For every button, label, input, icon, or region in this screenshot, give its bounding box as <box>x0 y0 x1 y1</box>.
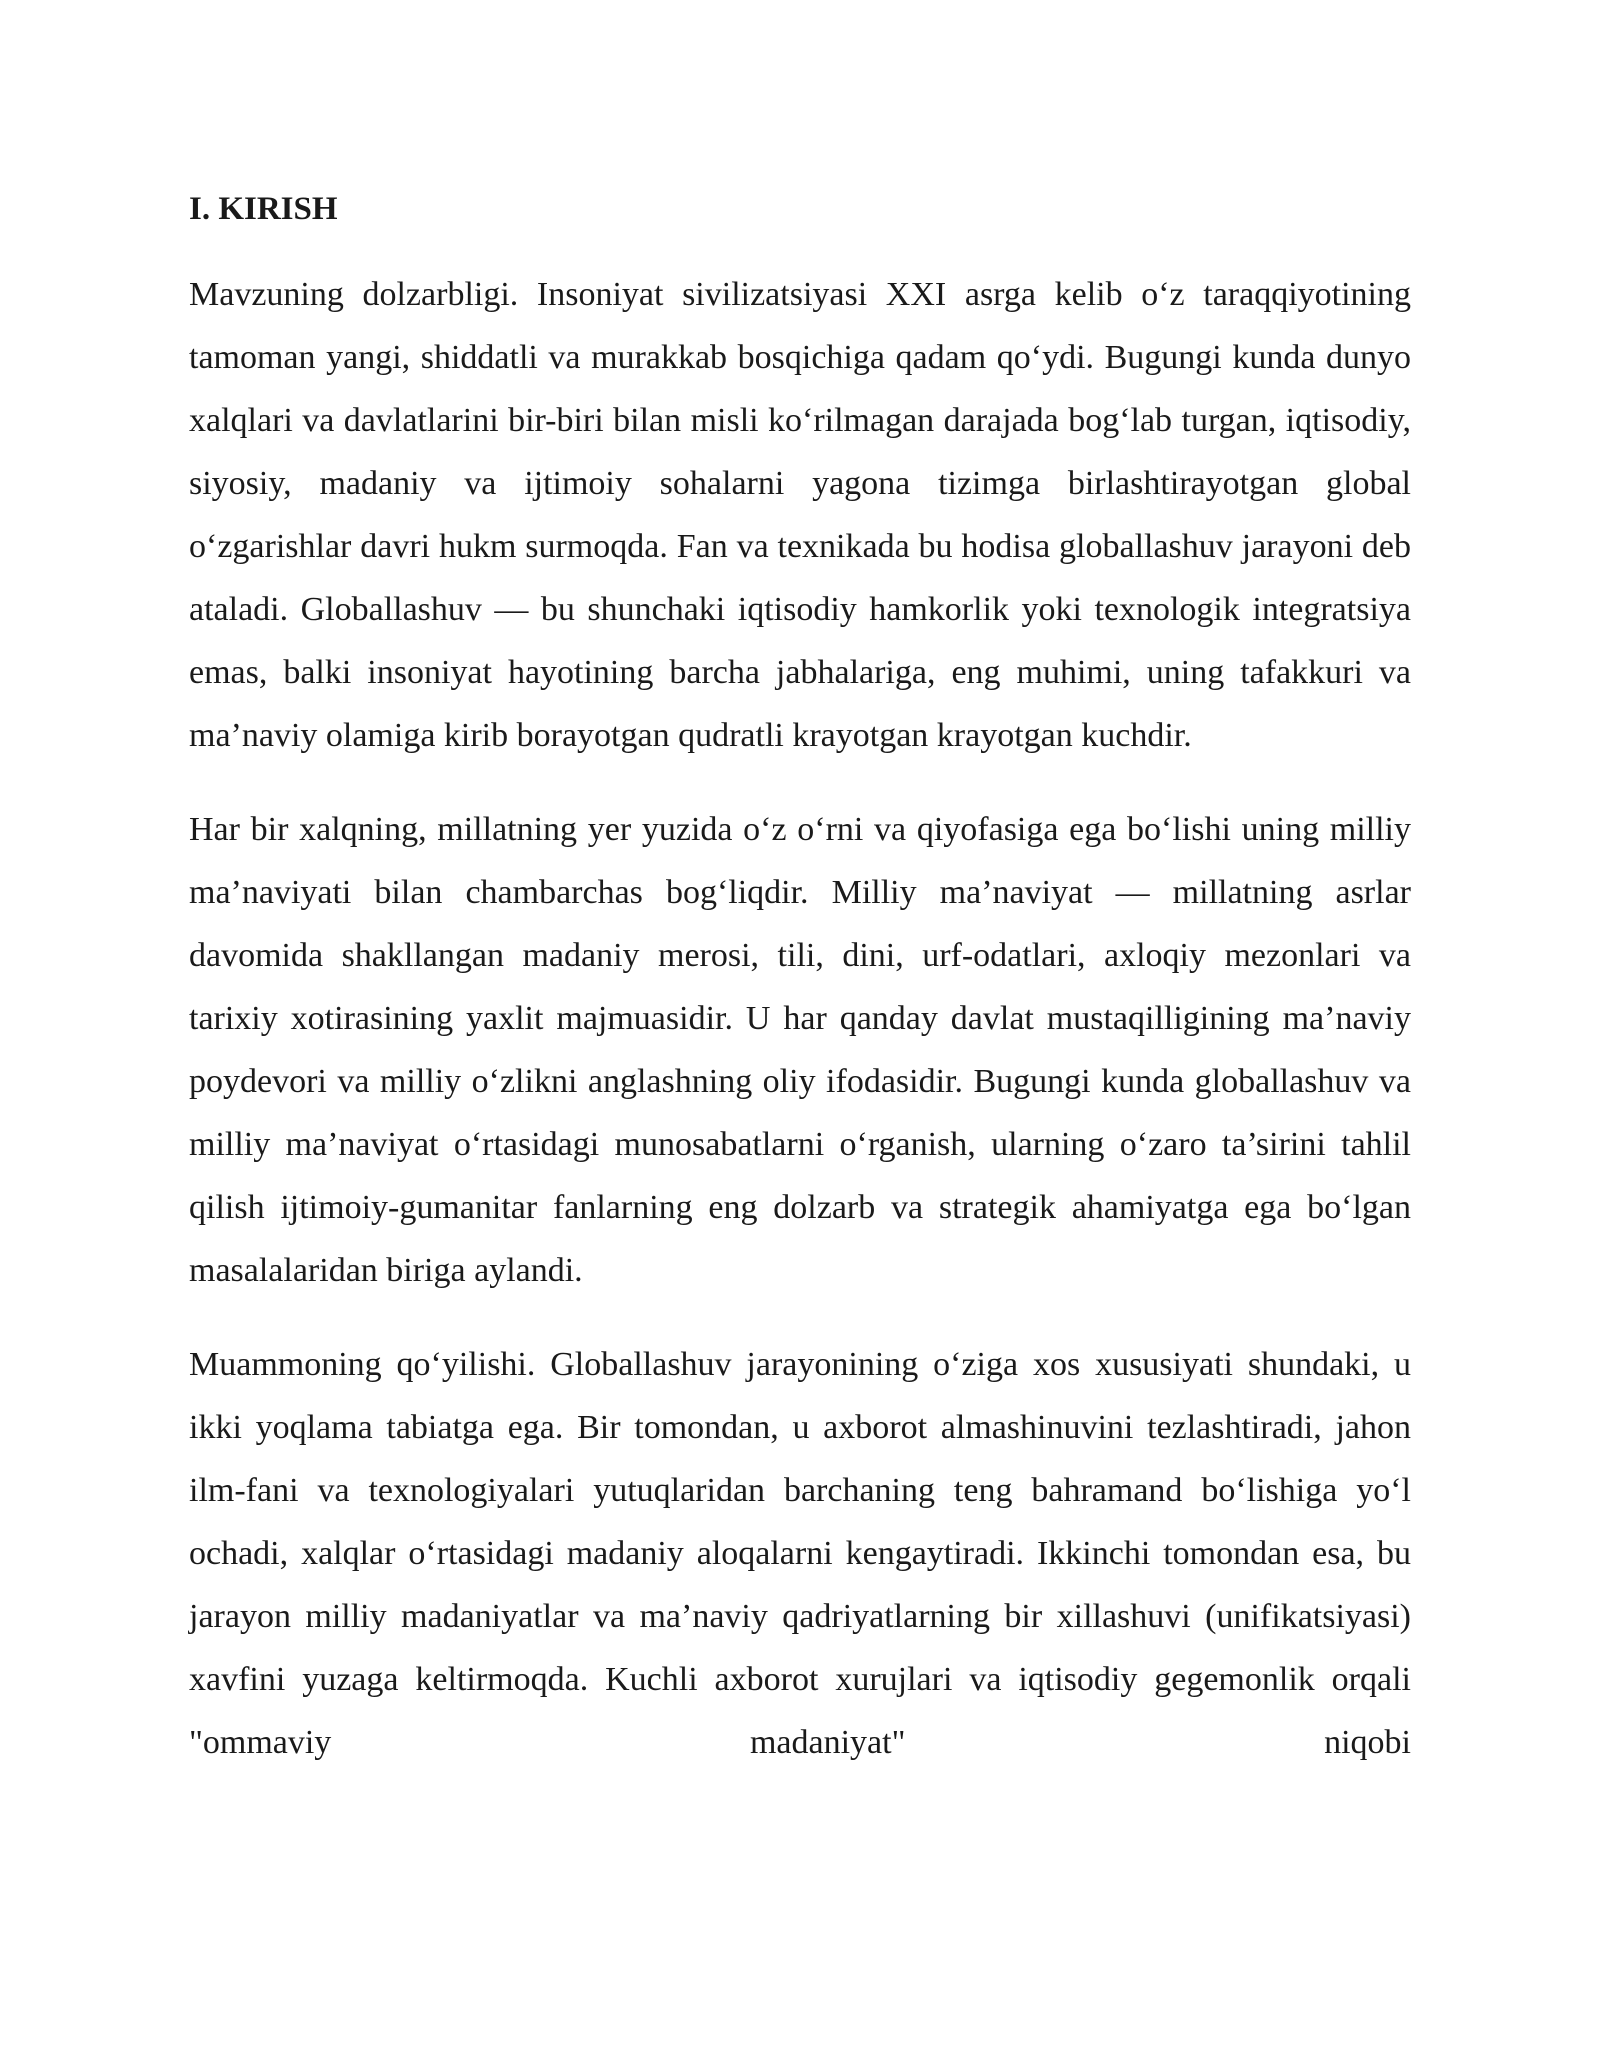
paragraph-relevance: Mavzuning dolzarbligi. Insoniyat sivilizatsiyasi XXI asrga kelib o‘z taraqqiyotining tamoman yangi, shiddatli va murakkab bosqichiga qadam qo‘ydi. Bugungi kunda dunyo xalqlari va davlatlarini bir-biri bilan misli ko‘rilmagan darajada bog‘lab turgan, iqtisodiy, siyosiy, madaniy va ijtimoiy sohalarni yagona tizimga birlashtirayotgan global o‘zgarishlar davri hukm surmoqda. Fan va texnikada bu hodisa globallashuv jarayoni deb ataladi. Globallashuv — bu shunchaki iqtisodiy hamkorlik yoki texnologik integratsiya emas, balki insoniyat hayotining barcha jabhalariga, eng muhimi, uning tafakkuri va ma’naviy olamiga kirib borayotgan qudratli krayotgan krayotgan kuchdir. <box>189 276 1411 754</box>
section-heading: I. KIRISH <box>189 191 338 227</box>
paragraph-national-spirituality: Har bir xalqning, millatning yer yuzida o‘z o‘rni va qiyofasiga ega bo‘lishi uning milliy ma’naviyati bilan chambarchas bog‘liqdir. Milliy ma’naviyat — millatning asrlar davomida shakllangan madaniy merosi, tili, dini, urf-odatlari, axloqiy mezonlari va tarixiy xotirasining yaxlit majmuasidir. U har qanday davlat mustaqilligining ma’naviy poydevori va milliy o‘zlikni anglashning oliy ifodasidir. Bugungi kunda globallashuv va milliy ma’naviyat o‘rtasidagi munosabatlarni o‘rganish, ularning o‘zaro ta’sirini tahlil qilish ijtimoiy-gumanitar fanlarning eng dolzarb va strategik ahamiyatga ega bo‘lgan masalalaridan biriga aylandi. <box>189 811 1411 1289</box>
paragraph-problem-statement: Muammoning qo‘yilishi. Globallashuv jarayonining o‘ziga xos xususiyati shundaki, u ikki yoqlama tabiatga ega. Bir tomondan, u axborot almashinuvini tezlashtiradi, jahon ilm-fani va texnologiyalari yutuqlaridan barchaning teng bahramand bo‘lishiga yo‘l ochadi, xalqlar o‘rtasidagi madaniy aloqalarni kengaytiradi. Ikkinchi tomondan esa, bu jarayon milliy madaniyatlar va ma’naviy qadriyatlarning bir xillashuvi (unifikatsiyasi) xavfini yuzaga keltirmoqda. Kuchli axborot xurujlari va iqtisodiy gegemonlik orqali "ommaviy madaniyat" niqobi <box>189 1346 1411 1761</box>
document-body <box>189 185 1411 1774</box>
